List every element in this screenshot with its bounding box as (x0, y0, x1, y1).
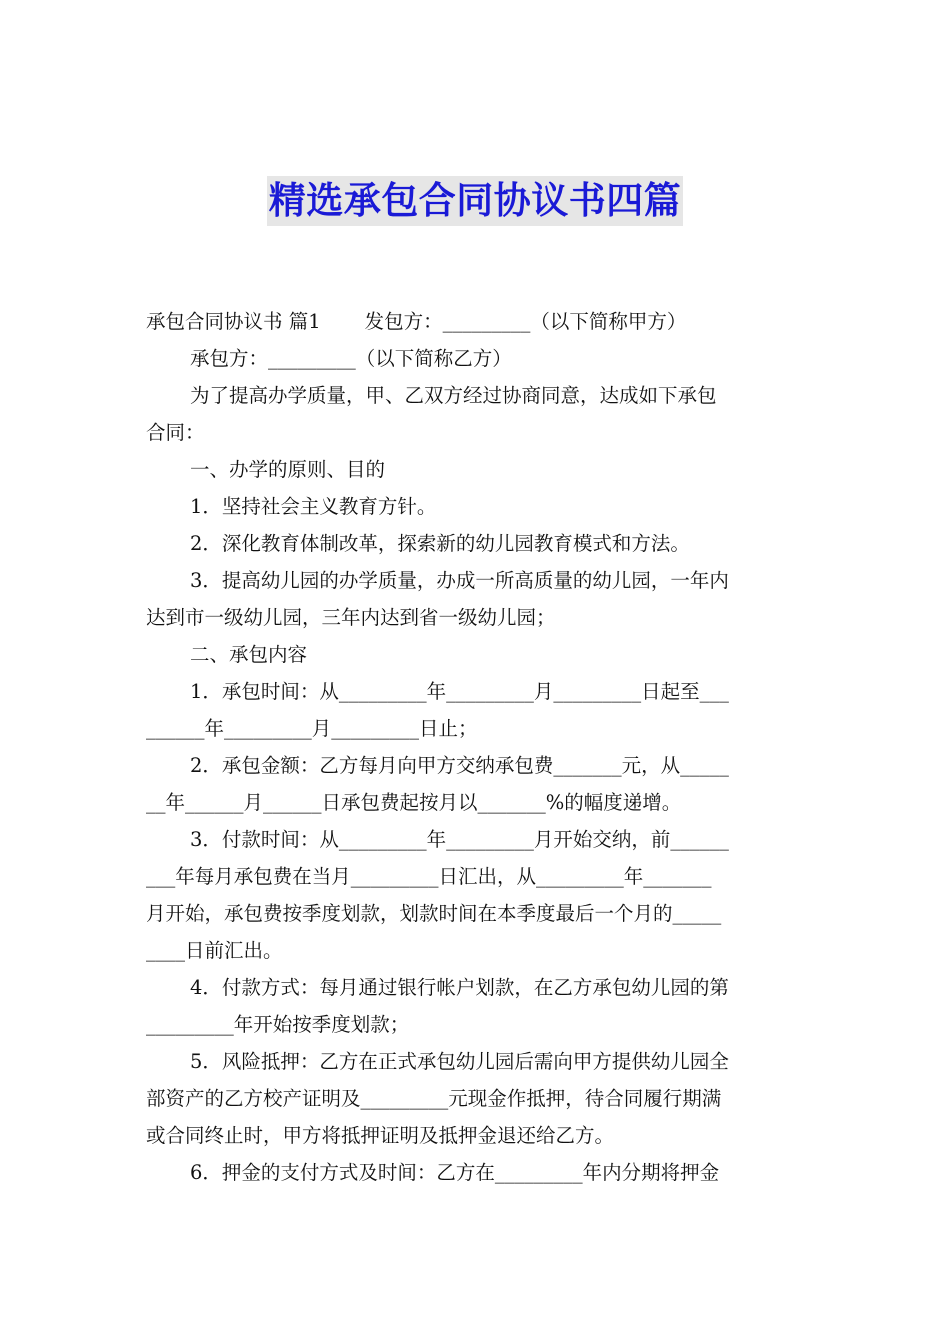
paragraph-line: 3．提高幼儿园的办学质量，办成一所高质量的幼儿园，一年内 (190, 569, 729, 592)
paragraph-line: __年______月______日承包费起按月以_______%的幅度递增。 (146, 791, 682, 814)
list-item (146, 673, 808, 747)
title-container (0, 176, 950, 226)
list-item (146, 488, 808, 525)
paragraph-line: 2．承包金额：乙方每月向甲方交纳承包费_______元，从_____ (190, 754, 729, 777)
paragraph-line: 5．风险抵押：乙方在正式承包幼儿园后需向甲方提供幼儿园全 (190, 1050, 729, 1073)
paragraph (146, 377, 808, 451)
section-heading-text: 一、办学的原则、目的 (190, 458, 386, 481)
section-label: 承包合同协议书 篇1 (146, 310, 321, 333)
paragraph-line: ______年_________月_________日止； (146, 717, 478, 740)
list-item (146, 562, 808, 636)
paragraph-line: 4．付款方式：每月通过银行帐户划款，在乙方承包幼儿园的第 (190, 976, 729, 999)
paragraph-line: 月开始，承包费按季度划款，划款时间在本季度最后一个月的_____ (146, 902, 722, 925)
list-item (146, 1043, 808, 1154)
paragraph-line: _________年开始按季度划款； (146, 1013, 410, 1036)
paragraph-line: 部资产的乙方校产证明及_________元现金作抵押，待合同履行期满 (146, 1087, 722, 1110)
section-heading (146, 636, 808, 673)
paragraph-line: ____日前汇出。 (146, 939, 283, 962)
list-item (146, 1154, 808, 1191)
section-heading (146, 451, 808, 488)
list-item (146, 525, 808, 562)
paragraph-heading (146, 303, 808, 340)
paragraph (146, 340, 808, 377)
document-title: 精选承包合同协议书四篇 (267, 176, 684, 226)
contractee-line: 承包方：_________（以下简称乙方） (190, 347, 512, 370)
contractor-line: 发包方：_________（以下简称甲方） (364, 310, 687, 333)
list-item-text: 1．坚持社会主义教育方针。 (190, 495, 437, 518)
paragraph-line: 合同： (146, 421, 205, 444)
paragraph-line: ___年每月承包费在当月_________日汇出，从_________年_______ (146, 865, 712, 888)
document-body (146, 303, 808, 1191)
paragraph-line: 达到市一级幼儿园，三年内达到省一级幼儿园； (146, 606, 556, 629)
list-item (146, 821, 808, 969)
paragraph-line: 1．承包时间：从_________年_________月_________日起至___ (190, 680, 729, 703)
list-item-text: 2．深化教育体制改革，探索新的幼儿园教育模式和方法。 (190, 532, 690, 555)
list-item (146, 747, 808, 821)
paragraph-line: 3．付款时间：从_________年_________月开始交纳，前______ (190, 828, 729, 851)
list-item (146, 969, 808, 1043)
paragraph-line: 为了提高办学质量，甲、乙双方经过协商同意，达成如下承包 (190, 384, 717, 407)
paragraph-line: 或合同终止时，甲方将抵押证明及抵押金退还给乙方。 (146, 1124, 615, 1147)
section-heading-text: 二、承包内容 (190, 643, 308, 666)
paragraph-line: 6．押金的支付方式及时间：乙方在_________年内分期将押金 (190, 1161, 720, 1184)
